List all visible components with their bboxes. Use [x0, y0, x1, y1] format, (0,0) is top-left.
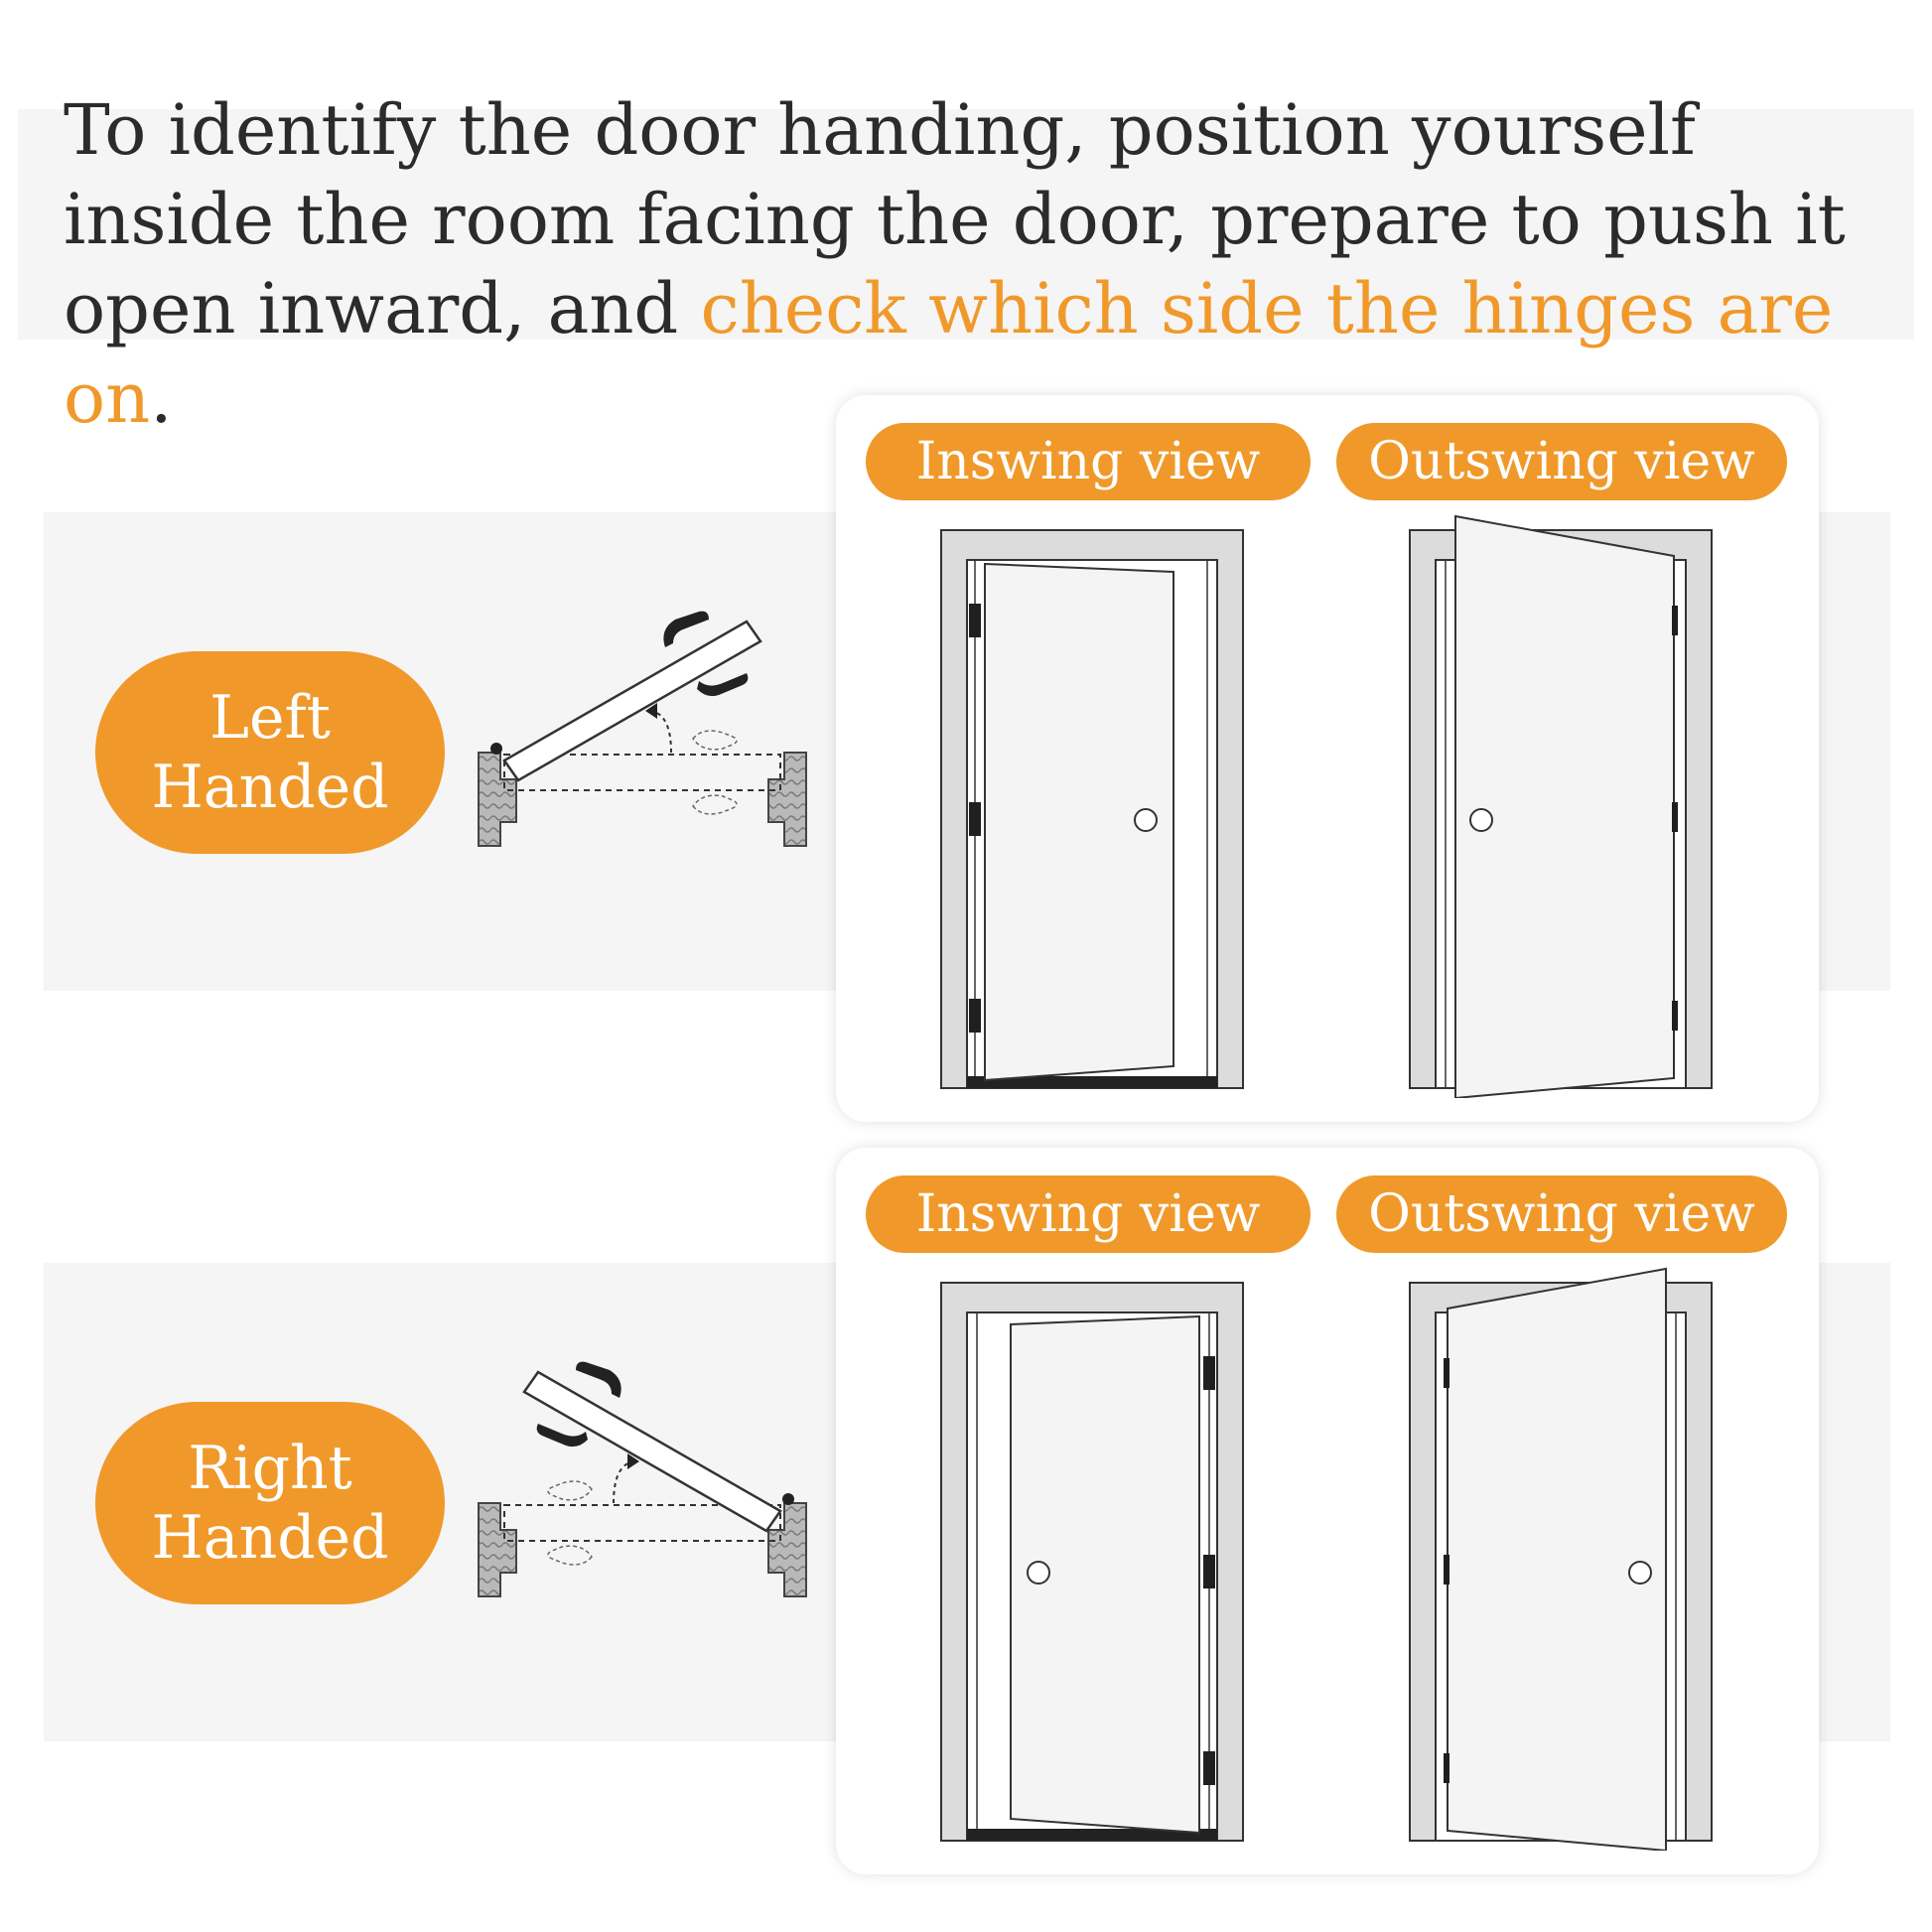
right-handed-label [95, 1402, 445, 1604]
knob-icon [1470, 809, 1492, 831]
knob-icon [1135, 809, 1157, 831]
right-handed-door-plan-icon [467, 1336, 824, 1624]
left-handed-panel [836, 395, 1819, 1122]
hinge-icon [969, 999, 981, 1033]
right-handed-label-line2: Handed [151, 1503, 389, 1573]
left-handed-label-line1: Left [209, 683, 331, 753]
left-handed-door-plan-icon [467, 586, 824, 874]
hinge-icon [1203, 1555, 1215, 1588]
left-outswing-door-icon [1404, 512, 1722, 1098]
left-outswing-pill: Outswing view [1336, 423, 1787, 500]
left-inswing-pill: Inswing view [866, 423, 1311, 500]
hinge-icon [1672, 802, 1678, 832]
instruction-text-start: To identify the door handing, position yourself inside the room facing the door, prepare to push it open inward, and [64, 89, 1846, 349]
hinge-icon [1672, 1001, 1678, 1031]
hinge-icon [1203, 1751, 1215, 1785]
right-outswing-pill: Outswing view [1336, 1175, 1787, 1253]
right-inswing-pill: Inswing view [866, 1175, 1311, 1253]
hinge-icon [1444, 1753, 1449, 1783]
instruction-highlight: check which side the hinges are on [64, 268, 1834, 439]
hinge-icon [1672, 606, 1678, 635]
knob-icon [1629, 1562, 1651, 1584]
instruction-text-end: . [150, 357, 173, 439]
right-outswing-door-icon [1404, 1265, 1722, 1851]
instruction-text [64, 85, 1910, 443]
hinge-icon [1444, 1358, 1449, 1388]
hinge-icon [1203, 1356, 1215, 1390]
left-inswing-door-icon [935, 524, 1253, 1095]
right-handed-label-line1: Right [188, 1434, 352, 1503]
hinge-icon [969, 604, 981, 637]
hinge-icon [1444, 1555, 1449, 1585]
left-handed-label-line2: Handed [151, 753, 389, 822]
right-inswing-door-icon [935, 1277, 1253, 1848]
left-handed-label [95, 651, 445, 854]
knob-icon [1028, 1562, 1049, 1584]
hinge-icon [969, 802, 981, 836]
right-handed-panel [836, 1148, 1819, 1874]
